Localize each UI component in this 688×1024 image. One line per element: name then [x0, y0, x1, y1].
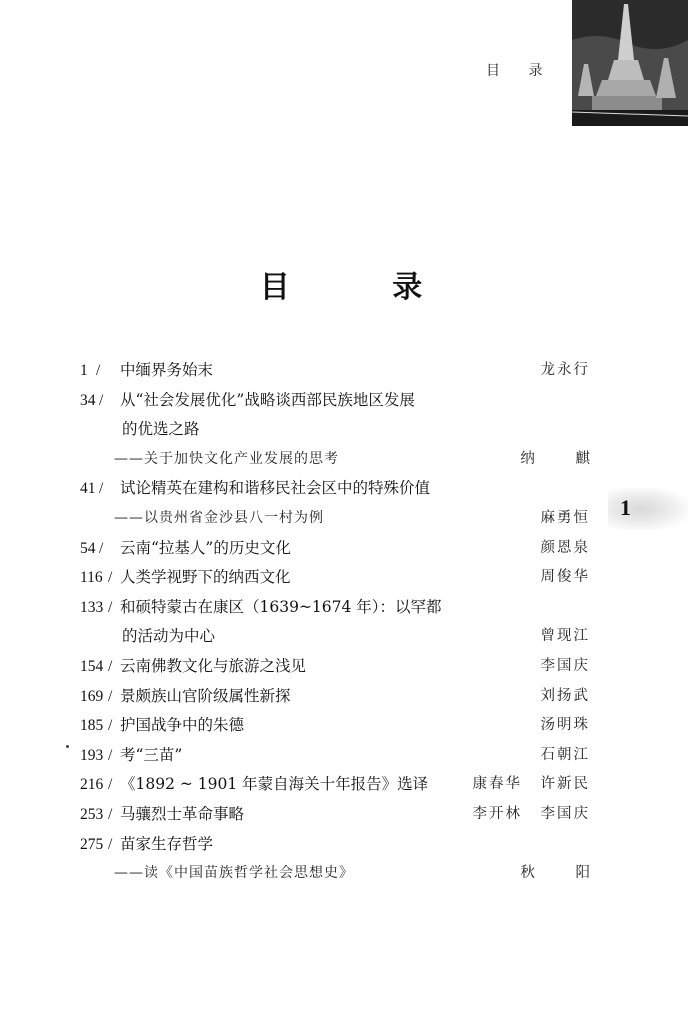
toc-title: 景颇族山官阶级属性新探: [120, 686, 291, 705]
scan-speck: [66, 745, 69, 748]
toc-separator: /: [108, 569, 113, 587]
toc-separator: /: [108, 717, 113, 735]
page-title: 目 录: [259, 270, 469, 305]
toc-subtitle: ——关于加快文化产业发展的思考: [114, 450, 339, 467]
toc-title: 人类学视野下的纳西文化: [120, 568, 291, 587]
toc-author: 许新民: [540, 776, 590, 793]
toc-separator: /: [99, 480, 104, 498]
toc-author: 刘扬武: [540, 687, 590, 704]
toc-page-number: 54: [80, 539, 96, 557]
toc-entry: [80, 445, 608, 475]
toc-entry: [80, 563, 590, 593]
toc-entry: [80, 386, 590, 416]
toc-entry: [80, 741, 590, 771]
toc-subtitle: ——读《中国苗族哲学社会思想史》: [114, 865, 354, 882]
toc-title: 护国战争中的朱德: [120, 716, 245, 735]
toc-entry: [80, 800, 590, 830]
toc-author: 颜恩泉: [540, 539, 590, 556]
toc-title: 和硕特蒙古在康区（1639~1674 年）：以罕都: [120, 597, 442, 616]
toc-author: 汤明珠: [540, 717, 590, 734]
toc-author: 龙永行: [540, 362, 590, 378]
toc-title: 苗家生存哲学: [120, 834, 214, 853]
toc-title: 中缅界务始末: [120, 361, 214, 379]
toc-entry: [80, 711, 590, 741]
toc-page-number: 193: [80, 746, 104, 764]
toc-entry: [80, 859, 608, 889]
toc-coauthor: 康春华: [472, 776, 522, 793]
toc-page-number: 169: [80, 687, 104, 705]
toc-title: 马骧烈士革命事略: [120, 804, 245, 823]
toc-separator: /: [99, 539, 104, 557]
toc-entry: [80, 622, 590, 652]
toc-page-number: 216: [80, 776, 104, 794]
toc-entry: [80, 593, 590, 623]
toc-separator: /: [108, 687, 113, 705]
toc-title: 云南“拉基人”的历史文化: [120, 538, 291, 557]
toc-entry: [80, 356, 590, 386]
toc-entry: [80, 652, 590, 682]
table-of-contents: [80, 356, 608, 889]
toc-page-number: 41: [80, 480, 96, 498]
toc-entry: [80, 830, 590, 860]
toc-separator: /: [108, 835, 113, 853]
toc-title: 的活动为中心: [122, 627, 216, 646]
toc-page-number: 1: [80, 362, 88, 379]
toc-author: 秋 阳: [520, 865, 608, 882]
toc-separator: /: [108, 657, 113, 675]
toc-coauthor: 李开林: [472, 805, 522, 822]
toc-page-number: 154: [80, 657, 104, 675]
toc-page-number: 116: [80, 569, 103, 587]
toc-page-number: 34: [80, 391, 96, 409]
toc-author: 纳 麒: [520, 450, 608, 467]
toc-separator: /: [99, 391, 104, 409]
toc-title: 的优选之路: [122, 420, 200, 439]
toc-separator: /: [96, 362, 101, 379]
running-head: 目 录: [486, 63, 555, 79]
toc-separator: /: [108, 805, 113, 823]
toc-entry: [80, 415, 590, 445]
toc-page-number: 253: [80, 805, 104, 823]
toc-title: 考“三苗”: [120, 745, 183, 764]
toc-entry: [80, 474, 590, 504]
toc-author: 石朝江: [540, 746, 590, 763]
page-number: 1: [620, 495, 631, 520]
toc-page-number: 185: [80, 717, 104, 735]
pagoda-photo: [572, 0, 688, 126]
toc-title: 试论精英在建构和谐移民社会区中的特殊价值: [120, 479, 431, 498]
toc-subtitle: ——以贵州省金沙县八一村为例: [114, 509, 324, 526]
toc-title: 从“社会发展优化”战略谈西部民族地区发展: [120, 390, 415, 409]
toc-page-number: 133: [80, 598, 104, 616]
toc-title: 《1892 ~ 1901 年蒙自海关十年报告》选译: [120, 775, 429, 794]
toc-separator: /: [108, 776, 113, 794]
toc-entry: [80, 504, 590, 534]
toc-author: 麻勇恒: [540, 509, 590, 526]
toc-entry: [80, 682, 590, 712]
toc-author: 李国庆: [540, 657, 590, 674]
toc-separator: /: [108, 598, 113, 616]
toc-page-number: 275: [80, 835, 104, 853]
toc-author: 李国庆: [540, 805, 590, 822]
toc-entry: [80, 534, 590, 564]
toc-title: 云南佛教文化与旅游之浅见: [120, 656, 307, 675]
toc-entry: [80, 770, 590, 800]
toc-author: 周俊华: [540, 569, 590, 586]
toc-author: 曾现江: [540, 628, 590, 645]
toc-separator: /: [108, 746, 113, 764]
